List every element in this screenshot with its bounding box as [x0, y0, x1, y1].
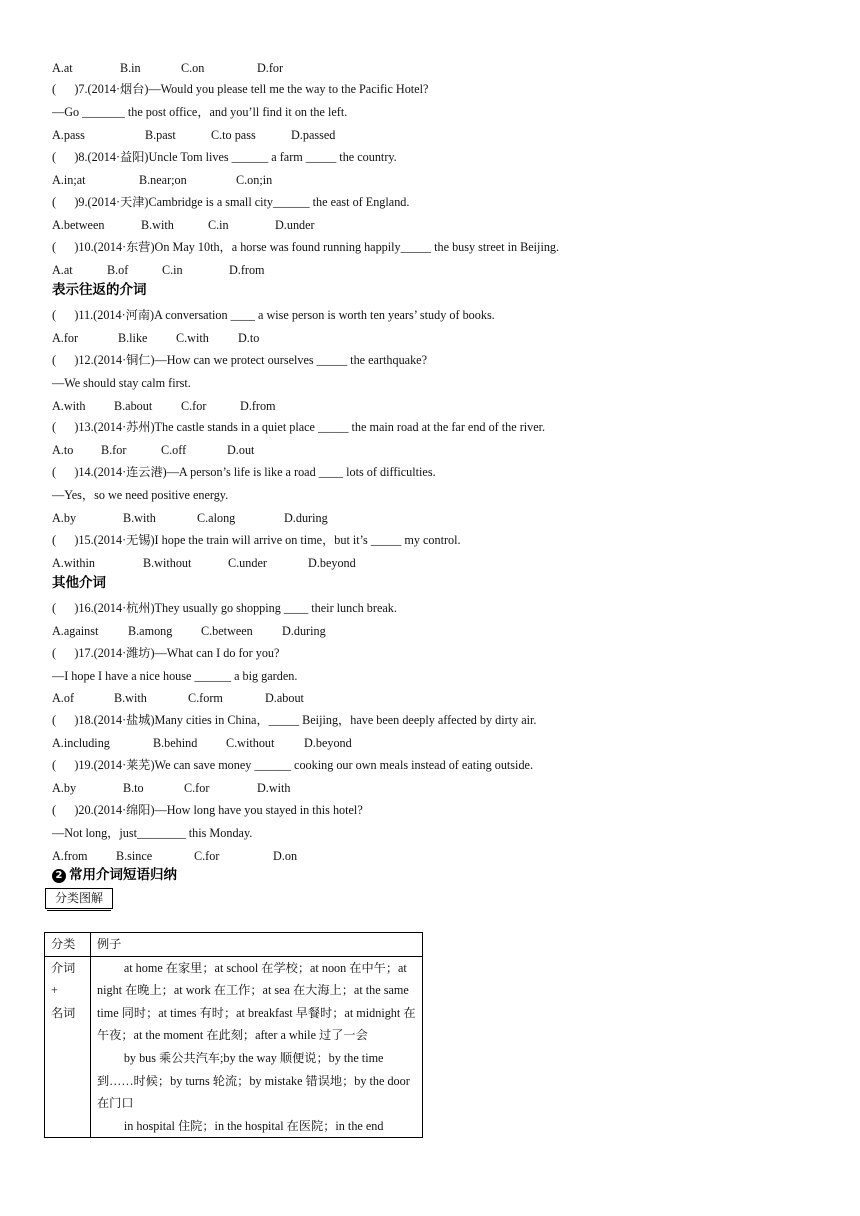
- question-line: ( )18.(2014·盐城)Many cities in China，_____ Beijing，have been deeply affected by dirty air.: [52, 713, 537, 727]
- answer-option: C.to pass: [211, 128, 256, 142]
- answer-option: C.on;in: [236, 173, 273, 187]
- section-heading-common-phrases: [52, 867, 177, 883]
- question-line: ( )10.(2014·东营)On May 10th，a horse was found running happily_____ the busy street in Beijing.: [52, 240, 560, 254]
- answer-option: D.beyond: [308, 556, 356, 570]
- answer-option: A.at: [52, 61, 73, 75]
- answer-option: C.on: [181, 61, 205, 75]
- question-line: ( )13.(2014·苏州)The castle stands in a quiet place _____ the main road at the far end of the river.: [52, 420, 546, 434]
- table-header-examples: 例子: [91, 933, 423, 957]
- question-line: ( )8.(2014·益阳)Uncle Tom lives ______ a farm _____ the country.: [52, 150, 397, 164]
- answer-option: B.without: [143, 556, 192, 570]
- answer-option: D.with: [257, 781, 291, 795]
- section-heading-text: 常用介词短语归纳: [69, 867, 177, 883]
- answer-option: D.to: [238, 331, 260, 345]
- answer-option: C.without: [226, 736, 275, 750]
- answer-option: B.to: [123, 781, 144, 795]
- answer-option: C.under: [228, 556, 267, 570]
- answer-option: A.pass: [52, 128, 85, 142]
- answer-option: C.for: [194, 849, 220, 863]
- question-line: ( )11.(2014·河南)A conversation ____ a wise person is worth ten years’ study of books.: [52, 308, 495, 322]
- answer-option: D.passed: [291, 128, 336, 142]
- answer-option: C.along: [197, 511, 236, 525]
- answer-option: A.against: [52, 624, 99, 638]
- answer-option: D.during: [284, 511, 328, 525]
- answer-option: B.behind: [153, 736, 198, 750]
- answer-option: C.off: [161, 443, 187, 457]
- question-line: —Not long，just________ this Monday.: [52, 826, 253, 840]
- answer-option: D.under: [275, 218, 315, 232]
- answer-option: A.in;at: [52, 173, 86, 187]
- examples-cell: [91, 956, 423, 1138]
- answer-option: C.in: [208, 218, 229, 232]
- answer-option: B.among: [128, 624, 173, 638]
- answer-option: A.with: [52, 399, 86, 413]
- answer-option: C.in: [162, 263, 183, 277]
- question-line: ( )7.(2014·烟台)—Would you please tell me the way to the Pacific Hotel?: [52, 82, 429, 96]
- phrase-table: [44, 932, 423, 1138]
- table-header-category: 分类: [45, 933, 91, 957]
- question-line: ( )17.(2014·潍坊)—What can I do for you?: [52, 646, 280, 660]
- answer-option: A.from: [52, 849, 88, 863]
- question-line: ( )16.(2014·杭州)They usually go shopping ____ their lunch break.: [52, 601, 397, 615]
- answer-option: A.within: [52, 556, 95, 570]
- examples-at: at home 在家里；at school 在学校；at noon 在中午；at night 在晚上；at work 在工作；at sea 在大海上；at the same time 同时；at times 有时；at breakfast 早餐时；at midnight 在午夜；at the moment 在此刻；after a while 过了一会: [97, 960, 416, 1043]
- question-line: ( )15.(2014·无锡)I hope the train will arrive on time，but it’s _____ my control.: [52, 533, 461, 547]
- answer-option: A.between: [52, 218, 105, 232]
- answer-option: A.including: [52, 736, 110, 750]
- category-line: 名词: [51, 1005, 76, 1020]
- answer-option: C.with: [176, 331, 209, 345]
- answer-option: D.for: [257, 61, 284, 75]
- answer-option: B.near;on: [139, 173, 187, 187]
- category-diagram-label: 分类图解: [45, 888, 113, 909]
- answer-option: A.by: [52, 511, 77, 525]
- question-line: —Go _______ the post office，and you’ll find it on the left.: [52, 105, 348, 119]
- examples-by: by bus 乘公共汽车;by the way 顺便说；by the time 到……时候；by turns 轮流；by mistake 错误地；by the door 在门口: [97, 1050, 410, 1111]
- answer-option: C.for: [181, 399, 207, 413]
- question-line: —I hope I have a nice house ______ a big garden.: [52, 669, 298, 683]
- answer-option: C.for: [184, 781, 210, 795]
- number-badge: 2: [52, 869, 66, 883]
- answer-option: B.with: [141, 218, 174, 232]
- answer-option: D.beyond: [304, 736, 352, 750]
- answer-option: B.in: [120, 61, 141, 75]
- answer-option: D.from: [240, 399, 276, 413]
- answer-option: B.past: [145, 128, 176, 142]
- answer-option: C.form: [188, 691, 223, 705]
- question-line: ( )19.(2014·莱芜)We can save money ______ cooking our own meals instead of eating outside.: [52, 758, 533, 772]
- table-row: [45, 956, 423, 1138]
- answer-option: B.since: [116, 849, 153, 863]
- answer-option: D.on: [273, 849, 298, 863]
- answer-option: A.for: [52, 331, 79, 345]
- answer-option: A.at: [52, 263, 73, 277]
- answer-option: D.during: [282, 624, 326, 638]
- answer-option: B.like: [118, 331, 148, 345]
- question-line: ( )9.(2014·天津)Cambridge is a small city______ the east of England.: [52, 195, 410, 209]
- section-heading-other-prepositions: 其他介词: [52, 575, 106, 591]
- question-line: ( )20.(2014·绵阳)—How long have you stayed in this hotel?: [52, 803, 363, 817]
- answer-option: D.from: [229, 263, 265, 277]
- question-line: ( )14.(2014·连云港)—A person’s life is like a road ____ lots of difficulties.: [52, 465, 436, 479]
- answer-option: B.with: [114, 691, 147, 705]
- table-header-row: [45, 933, 423, 957]
- answer-option: B.about: [114, 399, 153, 413]
- question-line: —We should stay calm first.: [52, 376, 191, 390]
- answer-option: B.of: [107, 263, 129, 277]
- category-line: 介词: [51, 960, 76, 975]
- examples-in: in hospital 住院；in the hospital 在医院；in the end: [123, 1118, 384, 1133]
- answer-option: A.of: [52, 691, 75, 705]
- question-line: —Yes，so we need positive energy.: [52, 488, 229, 502]
- answer-option: B.with: [123, 511, 156, 525]
- answer-option: A.to: [52, 443, 74, 457]
- answer-option: D.about: [265, 691, 304, 705]
- answer-option: C.between: [201, 624, 253, 638]
- category-cell: [45, 956, 91, 1138]
- question-line: ( )12.(2014·铜仁)—How can we protect ourselves _____ the earthquake?: [52, 353, 427, 367]
- category-line: +: [51, 983, 58, 998]
- section-heading-round-trip-prepositions: 表示往返的介词: [52, 282, 147, 298]
- answer-option: A.by: [52, 781, 77, 795]
- answer-option: B.for: [101, 443, 127, 457]
- answer-option: D.out: [227, 443, 255, 457]
